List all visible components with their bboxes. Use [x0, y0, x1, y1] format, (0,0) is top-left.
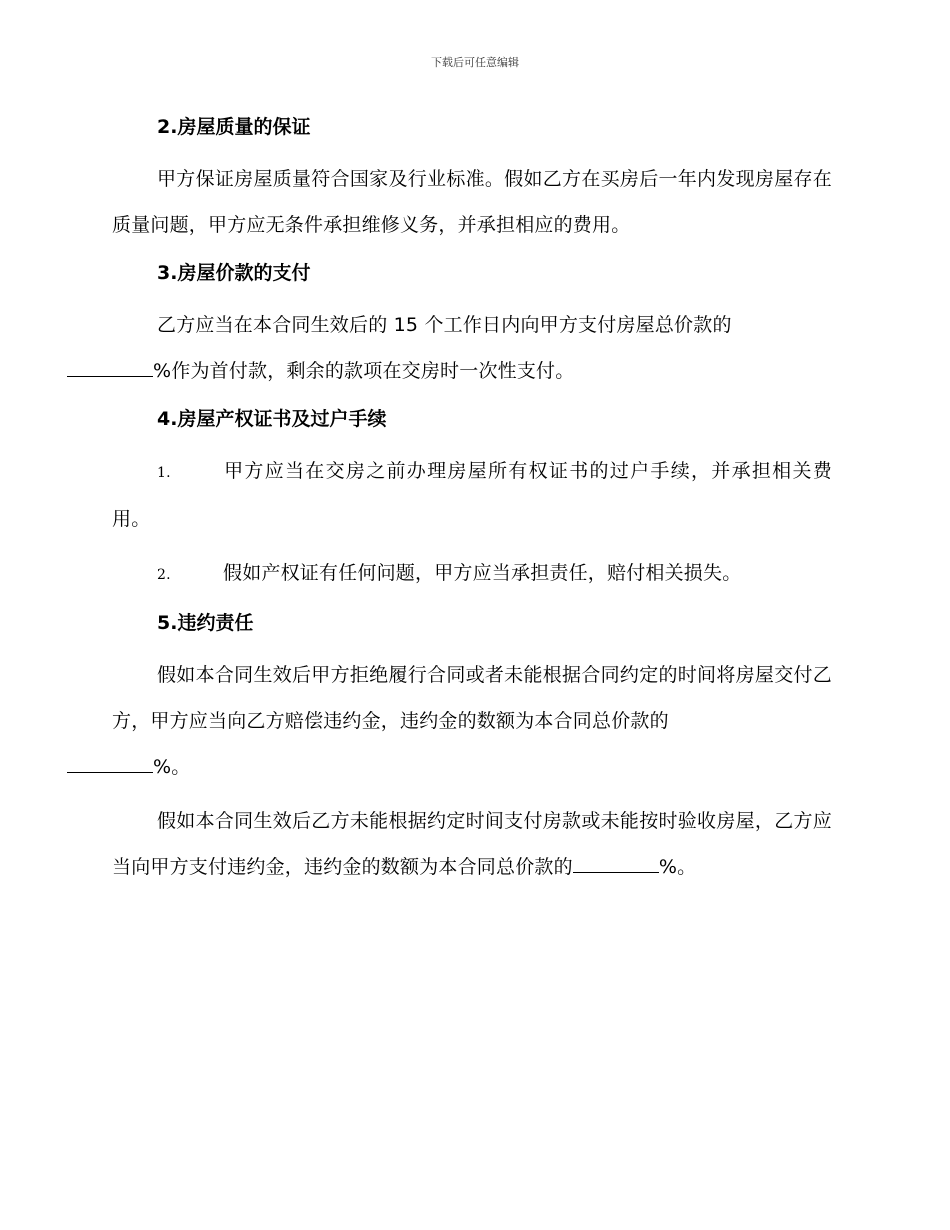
section-5-paragraph-1 — [112, 652, 832, 790]
item-number: 2. — [157, 567, 171, 583]
section-4-item-1 — [112, 448, 832, 542]
item-text: 甲方应当在交房之前办理房屋所有权证书的过户手续，并承担相关费用。 — [112, 460, 832, 530]
header-note: 下载后可任意编辑 — [431, 56, 519, 69]
section-3-paragraph — [112, 302, 832, 394]
section-2-heading: 2.房屋质量的保证 — [157, 116, 311, 138]
section-3-text-b: %作为首付款，剩余的款项在交房时一次性支付。 — [153, 360, 575, 382]
section-5-heading: 5.违约责任 — [157, 612, 254, 634]
section-3-text-a: 乙方应当在本合同生效后的 15 个工作日内向甲方支付房屋总价款的 — [157, 314, 732, 336]
item-text: 假如产权证有任何问题，甲方应当承担责任，赔付相关损失。 — [223, 562, 742, 584]
section-4-heading: 4.房屋产权证书及过户手续 — [157, 408, 387, 430]
document-content — [112, 110, 832, 898]
section-5-text-d: %。 — [658, 856, 697, 878]
section-5-text-b: %。 — [153, 756, 191, 778]
section-4-item-2 — [112, 550, 832, 598]
item-number: 1. — [157, 465, 171, 481]
section-5-text-c: 假如本合同生效后乙方未能根据约定时间支付房款或未能按时验收房屋，乙方应当向甲方支付违约金，违约金的数额为本合同总价款的 — [112, 810, 832, 878]
section-5-paragraph-2 — [112, 798, 832, 890]
section-5-text-a: 假如本合同生效后甲方拒绝履行合同或者未能根据合同约定的时间将房屋交付乙方，甲方应当向乙方赔偿违约金，违约金的数额为本合同总价款的 — [112, 664, 832, 732]
section-2-paragraph: 甲方保证房屋质量符合国家及行业标准。假如乙方在买房后一年内发现房屋存在质量问题，甲方应无条件承担维修义务，并承担相应的费用。 — [112, 168, 832, 236]
down-payment-percent-blank — [67, 356, 153, 377]
buyer-penalty-percent-blank — [573, 852, 659, 873]
seller-penalty-percent-blank — [67, 752, 153, 773]
section-3-heading: 3.房屋价款的支付 — [157, 262, 311, 284]
